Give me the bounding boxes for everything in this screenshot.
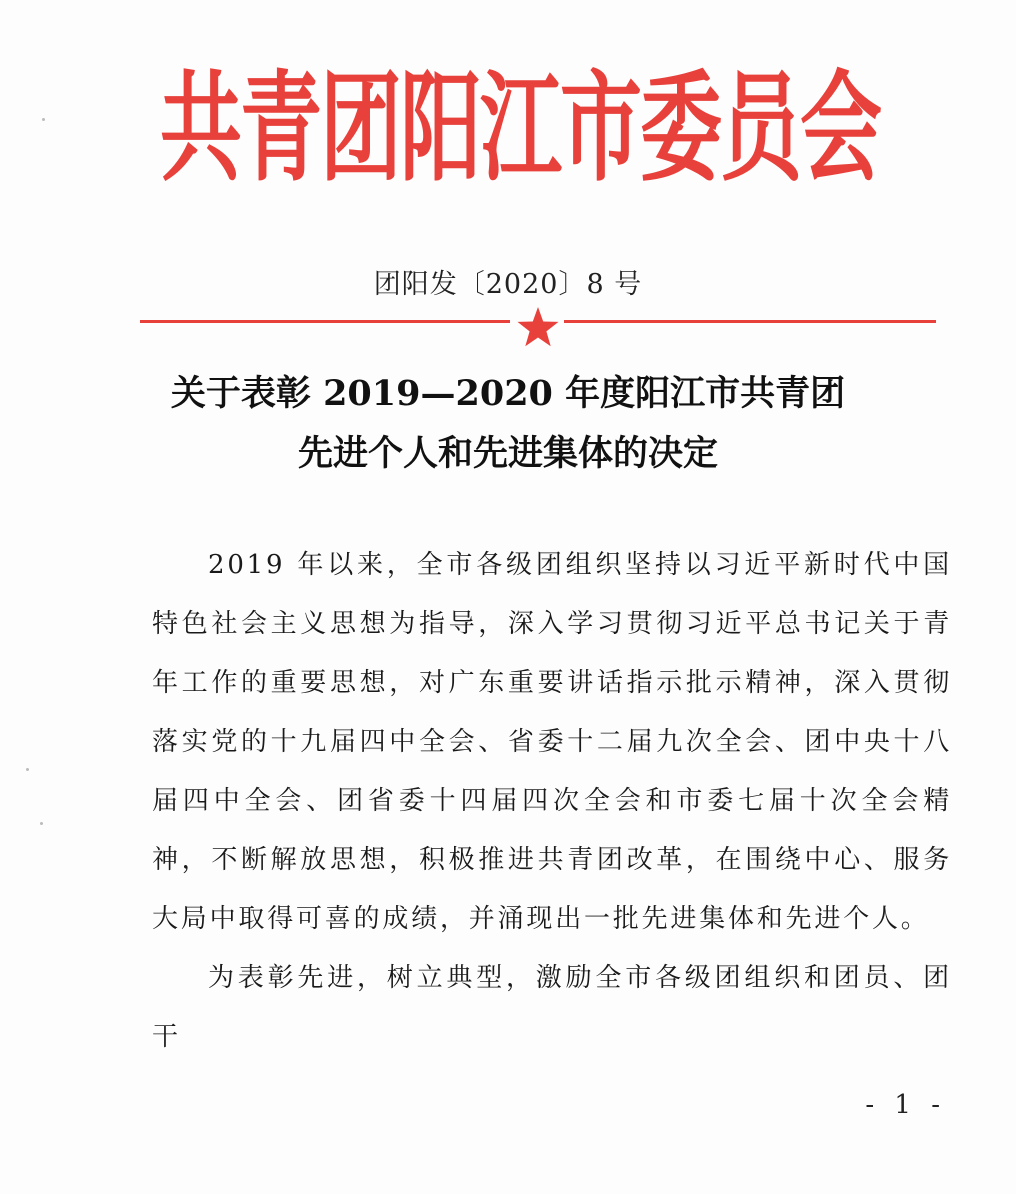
scan-speck (42, 118, 45, 121)
body-paragraph: 2019 年以来，全市各级团组织坚持以习近平新时代中国特色社会主义思想为指导，深入学习贯彻习近平总书记关于青年工作的重要思想，对广东重要讲话指示批示精神，深入贯彻落实党的十九届四中全会、省委十二届九次全会、团中央十八届四中全会、团省委十四届四次全会和市委七届十次全会精神，不断解放思想，积极推进共青团改革，在围绕中心、服务大局中取得可喜的成绩，并涌现出一批先进集体和先进个人。 (152, 550, 952, 934)
title-line-1: 关于表彰 2019—2020 年度阳江市共青团 (170, 373, 846, 414)
scan-speck (26, 768, 29, 771)
red-divider (140, 306, 936, 346)
body-paragraph: 为表彰先进，树立典型，激励全市各级团组织和团员、团干 (152, 963, 952, 1052)
divider-line-left (140, 320, 510, 323)
page-number: - 1 - (865, 1090, 946, 1120)
document-title (0, 364, 1016, 484)
document-number: 团阳发〔2020〕8 号 (373, 269, 643, 300)
star-icon (516, 306, 560, 348)
divider-line-right (564, 320, 936, 323)
masthead-title: 共青团阳江市委员会 (159, 60, 880, 199)
document-body (152, 536, 952, 1067)
scan-speck (40, 822, 43, 825)
title-line-2: 先进个人和先进集体的决定 (297, 433, 718, 474)
